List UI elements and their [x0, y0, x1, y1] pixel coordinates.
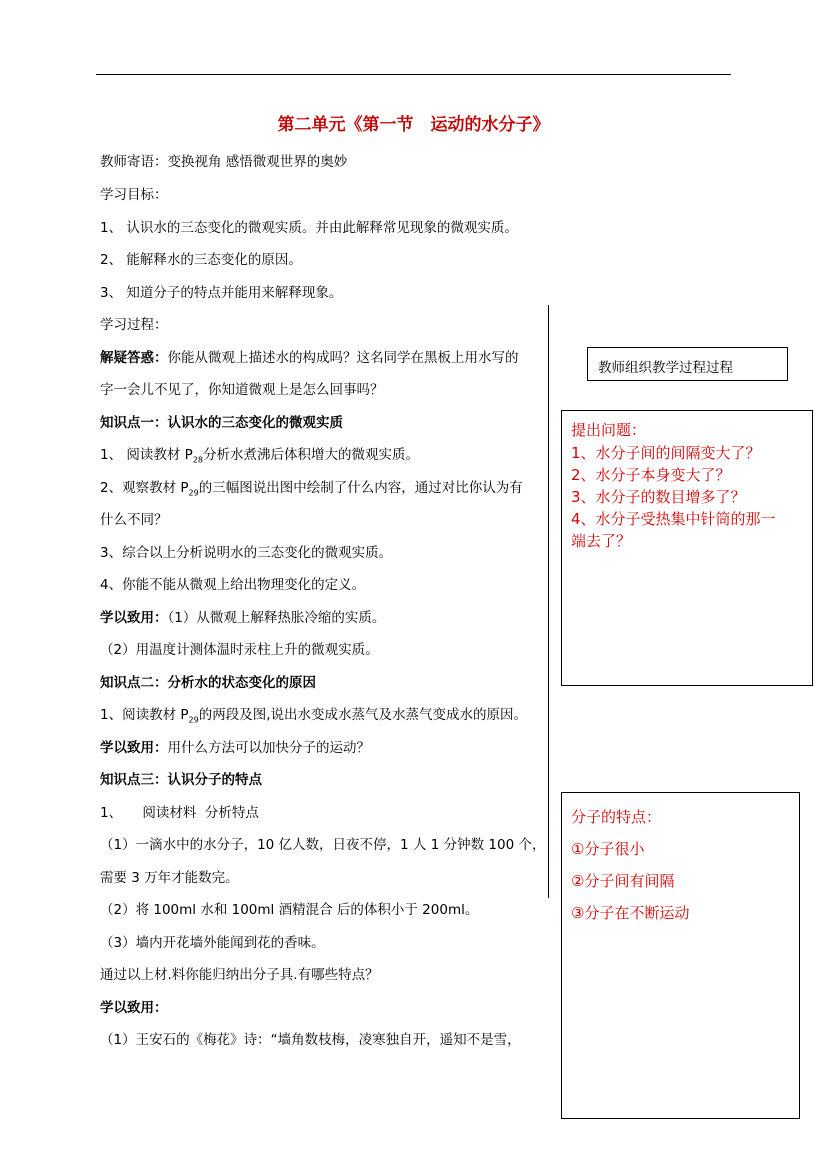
- k3-material-2: （2）将 100ml 水和 100ml 酒精混合 后的体积小于 200ml。: [100, 902, 479, 918]
- feature-item: ①分子很小: [571, 840, 645, 858]
- molecule-features-box: [561, 792, 800, 1119]
- knowledge-1-heading: 知识点一：认识水的三态变化的微观实质: [100, 415, 343, 431]
- k3-material-1: （1）一滴水中的水分子，10 亿人数，日夜不停，1 人 1 分钟数 100 个，: [100, 837, 546, 853]
- k1-item-2-continued: 什么不同？: [100, 512, 168, 528]
- question-text: 你能从微观上描述水的构成吗？这名同学在黑板上用水写的: [167, 350, 519, 366]
- question-text-continued: 字一会儿不见了，你知道微观上是怎么回事吗？: [100, 382, 384, 398]
- k1-item-2: 2、观察教材 $P_{29}$的三幅图说出图中绘制了什么内容，通过对比你认为有: [100, 480, 523, 498]
- k3-question: 通过以上材.料你能归纳出分子具.有哪些特点？: [100, 967, 379, 983]
- question-item-continued: 端去了？: [571, 532, 632, 550]
- question-label: 解疑答惑：: [100, 350, 168, 366]
- process-heading: 学习过程：: [100, 317, 168, 333]
- question-paragraph: [100, 346, 519, 366]
- goal-item: 2、 能解释水的三态变化的原因。: [100, 252, 302, 268]
- k3-item-1: 1、 阅读材料 分析特点: [100, 805, 259, 821]
- apply-3-item-1: （1）王安石的《梅花》诗：“墙角数枝梅，凌寒独自开，遥知不是雪，: [100, 1032, 521, 1048]
- apply-1-item-2: （2）用温度计测体温时汞柱上升的微观实质。: [100, 642, 379, 658]
- k1-item-3: 3、综合以上分析说明水的三态变化的微观实质。: [100, 545, 393, 561]
- knowledge-2-heading: 知识点二：分析水的状态变化的原因: [100, 675, 316, 691]
- goal-item: 1、 认识水的三态变化的微观实质。并由此解释常见现象的微观实质。: [100, 220, 518, 236]
- question-item: 2、水分子本身变大了？: [571, 466, 731, 484]
- teacher-motto: 教师寄语：变换视角 感悟微观世界的奥妙: [100, 154, 348, 170]
- goal-item: 3、 知道分子的特点并能用来解释现象。: [100, 285, 343, 301]
- k3-material-1-continued: 需要 3 万年才能数完。: [100, 870, 239, 886]
- header-rule: [96, 74, 731, 75]
- question-item: 4、水分子受热集中针筒的那一: [571, 510, 776, 528]
- features-heading: 分子的特点：: [571, 808, 662, 826]
- page-title: 第二单元《第一节 运动的水分子》: [277, 115, 550, 135]
- apply-3-label: 学以致用：: [100, 1000, 168, 1016]
- apply-2: 学以致用：用什么方法可以加快分子的运动？: [100, 740, 370, 756]
- questions-heading: 提出问题：: [571, 421, 647, 439]
- questions-box: [561, 410, 813, 686]
- feature-item: ③分子在不断运动: [571, 904, 690, 922]
- feature-item: ②分子间有间隔: [571, 872, 675, 890]
- goals-heading: 学习目标：: [100, 187, 168, 203]
- column-divider: [548, 305, 549, 898]
- knowledge-3-heading: 知识点三：认识分子的特点: [100, 772, 262, 788]
- k3-material-3: （3）墙内开花墙外能闻到花的香味。: [100, 935, 325, 951]
- k1-item-4: 4、你能不能从微观上给出物理变化的定义。: [100, 577, 366, 593]
- teacher-process-box: [587, 347, 788, 381]
- apply-1: 学以致用：（1）从微观上解释热胀冷缩的实质。: [100, 610, 386, 626]
- k1-item-1: 1、 阅读教材 $P_{28}$分析水煮沸后体积增大的微观实质。: [100, 447, 419, 465]
- question-item: 3、水分子的数目增多了？: [571, 488, 746, 506]
- k2-item-1: 1、阅读教材 $P_{29}$的两段及图,说出水变成水蒸气及水蒸气变成水的原因。: [100, 707, 528, 725]
- teacher-process-label: 教师组织教学过程过程: [598, 360, 733, 376]
- question-item: 1、水分子间的间隔变大了？: [571, 444, 761, 462]
